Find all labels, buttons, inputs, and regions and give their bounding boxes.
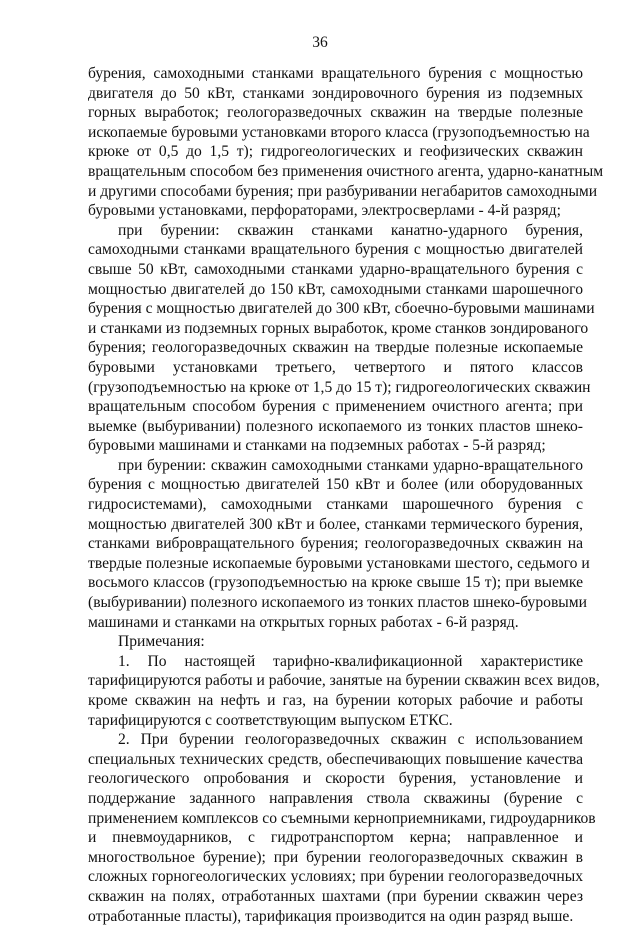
text-line: кроме скважин на нефть и газ, на бурении которых рабочие и работы xyxy=(88,692,583,709)
text-line: отработанные пласты), тарификация производится на один разряд выше. xyxy=(88,907,574,925)
text-line: бурения с мощностью двигателей 150 кВт и более (или оборудованных xyxy=(88,476,583,494)
text-line: и другими способами бурения; при разбуривании негабаритов самоходными xyxy=(88,182,598,200)
text-line: поддержание заданного направления ствола скважины (бурение с xyxy=(88,789,583,807)
text-line: при бурении: скважин самоходными станками ударно-вращательного xyxy=(118,456,583,474)
text-line: мощностью двигателей до 150 кВт, самоходными станками шарошечного xyxy=(88,280,583,298)
text-line: геологического опробования и скорости бурения, установление и xyxy=(88,770,583,788)
text-line: вращательным способом без применения очистного агента, ударно-канатным xyxy=(88,162,604,180)
text-line: гидросистемами), самоходными станками шарошечного бурения с xyxy=(88,496,583,514)
text-line: выемке (выбуривании) полезного ископаемого из тонких пластов шнеко- xyxy=(88,417,583,435)
text-line: буровыми машинами и станками на подземных работах - 5-й разряд; xyxy=(88,437,546,455)
text-line: самоходными станками вращательного бурения с мощностью двигателей xyxy=(88,241,583,259)
text-line: восьмого классов (грузоподъемностью на крюке свыше 15 т); при выемке xyxy=(88,574,583,592)
text-line: (грузоподъемностью на крюке от 1,5 до 15 т); гидрогеологических скважин xyxy=(88,378,591,396)
text-line: станками вибровращательного бурения; геологоразведочных скважин на xyxy=(88,535,583,553)
text-line: тарифицируются с соответствующим выпуском ЕТКС. xyxy=(88,711,453,729)
text-line: ископаемые буровыми установками второго класса (грузоподъемностью на xyxy=(88,123,590,141)
text-line: крюке от 0,5 до 1,5 т); гидрогеологических и геофизических скважин xyxy=(88,143,583,161)
text-line: при бурении: скважин станками канатно-ударного бурения, xyxy=(118,221,583,239)
text-line: тарифицируются работы и рабочие, занятые на бурении скважин всех видов, xyxy=(88,672,600,690)
text-line: свыше 50 кВт, самоходными станками ударно-вращательного бурения с xyxy=(88,260,583,278)
text-line: Примечания: xyxy=(118,633,205,651)
text-line: и пневмоударников, с гидротранспортом керна; направленное и xyxy=(88,829,583,847)
body-text xyxy=(88,64,604,926)
text-line: сложных горногеологических условиях; при бурении геологоразведочных xyxy=(88,868,583,886)
text-line: вращательным способом бурения с применением очистного агента; при xyxy=(88,398,583,416)
text-line: скважин на полях, отработанных шахтами (при бурении скважин через xyxy=(88,887,583,905)
text-line: машинами и станками на открытых горных работах - 6-й разряд. xyxy=(88,613,519,631)
text-line: двигателя до 50 кВт, станками зондировочного бурения из подземных xyxy=(88,84,583,102)
text-line: твердые полезные ископаемые буровыми установками шестого, седьмого и xyxy=(88,554,590,572)
text-line: буровыми установками третьего, четвертого и пятого классов xyxy=(88,358,583,376)
text-line: специальных технических средств, обеспечивающих повышение качества xyxy=(88,750,583,768)
text-line: (выбуривании) полезного ископаемого из тонких пластов шнеко-буровыми xyxy=(88,594,587,612)
text-line: 2. При бурении геологоразведочных скважин с использованием xyxy=(118,731,583,749)
text-line: бурения, самоходными станками вращательного бурения с мощностью xyxy=(88,65,583,82)
text-line: многоствольное бурение); при бурении геологоразведочных скважин в xyxy=(88,848,583,866)
text-line: мощностью двигателей 300 кВт и более, станками термического бурения, xyxy=(88,515,583,533)
text-line: бурения с мощностью двигателей до 300 кВт, сбоечно-буровыми машинами xyxy=(88,300,595,318)
text-line: применением комплексов со съемными керноприемниками, гидроударников xyxy=(88,809,596,827)
text-line: 1. По настоящей тарифно-квалификационной характеристике xyxy=(118,652,583,670)
text-line: бурения; геологоразведочных скважин на твердые полезные ископаемые xyxy=(88,339,583,357)
page-number: 36 xyxy=(312,34,328,51)
text-line: горных выработок; геологоразведочных скважин на твердые полезные xyxy=(88,104,583,122)
text-line: и станками из подземных горных выработок, кроме станков зондированого xyxy=(88,319,589,337)
text-line: буровыми установками, перфораторами, электросверлами - 4-й разряд; xyxy=(88,202,561,220)
